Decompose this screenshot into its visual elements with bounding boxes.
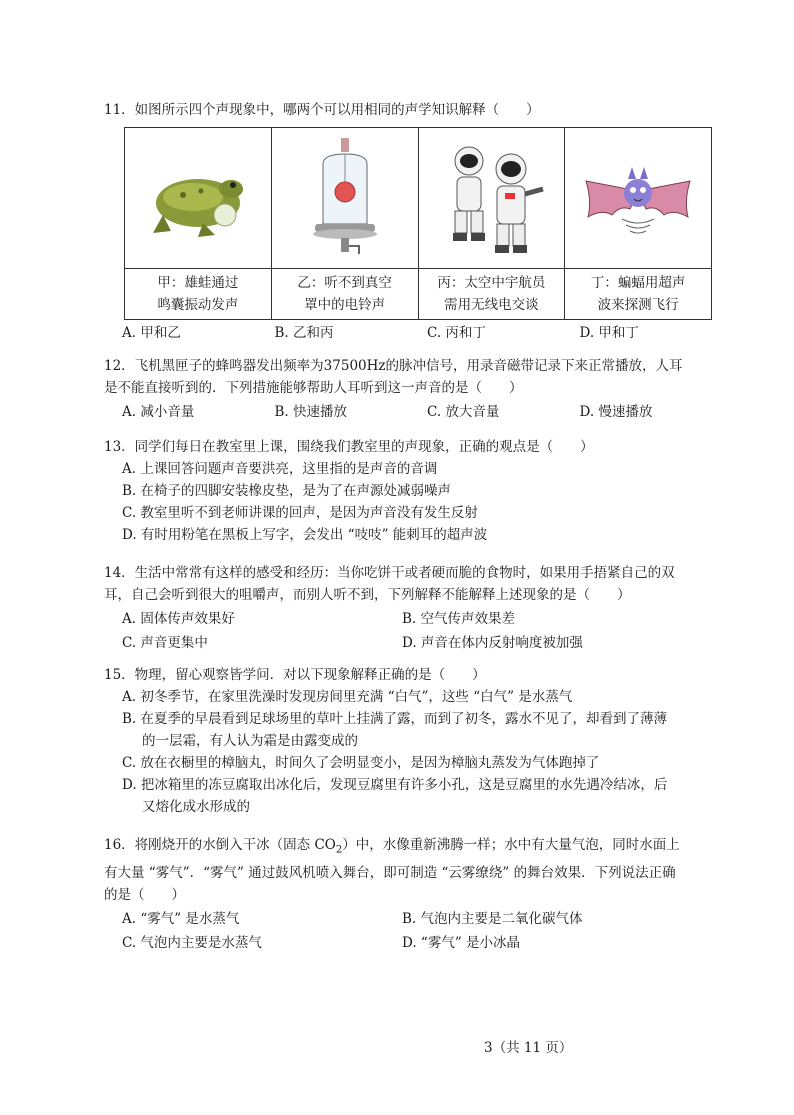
caption-yi: 乙：听不到真空 罩中的电铃声 [271, 269, 418, 320]
option-c[interactable]: C. 丙和丁 [427, 325, 486, 341]
option-d[interactable]: D. “雾气” 是小冰晶 [402, 934, 521, 951]
question-14-stem-line2: 耳，自己会听到很大的咀嚼声，而别人听不到，下列解释不能解释上述现象的是（ ） [104, 587, 631, 603]
option-b[interactable]: B. 空气传声效果差 [402, 611, 516, 627]
option-d-continued: 又熔化成水形成的 [142, 799, 250, 815]
bell-jar-image [305, 134, 385, 262]
option-b[interactable]: B. 乙和丙 [274, 325, 334, 341]
option-a[interactable]: A. 减小音量 [122, 404, 195, 420]
frog-image [143, 153, 253, 243]
option-a[interactable]: A. 初冬季节，在家里洗澡时发现房间里充满 “白气”，这些 “白气” 是水蒸气 [122, 689, 573, 705]
question-12-stem-line1: 12．飞机黑匣子的蜂鸣器发出频率为37500Hz的脉冲信号，用录音磁带记录下来正常播放，人耳 [104, 358, 683, 374]
question-11-stem: 11．如图所示四个声现象中，哪两个可以用相同的声学知识解释（ ） [104, 102, 540, 118]
option-c[interactable]: C. 气泡内主要是水蒸气 [122, 934, 262, 951]
option-a[interactable]: A. 固体传声效果好 [122, 611, 235, 627]
bat-cell [565, 128, 712, 269]
caption-bing: 丙：太空中宇航员 需用无线电交谈 [418, 269, 565, 320]
option-d[interactable]: D. 慢速播放 [579, 404, 653, 420]
caption-ding: 丁：蝙蝠用超声 波来探测飞行 [565, 269, 712, 320]
astronauts-image [431, 139, 551, 257]
bell-jar-cell [271, 128, 418, 269]
frog-cell [125, 128, 272, 269]
question-11-options [104, 322, 714, 344]
question-12-options [104, 401, 714, 423]
question-15-stem: 15．物理，留心观察皆学问．对以下现象解释正确的是（ ） [104, 667, 486, 683]
page-number: 3（共 11 页） [484, 1040, 573, 1056]
option-b[interactable]: B. 在夏季的早晨看到足球场里的草叶上挂满了露，而到了初冬，露水不见了，却看到了薄薄 [122, 711, 668, 727]
astronauts-cell [418, 128, 565, 269]
option-d[interactable]: D. 声音在体内反射响度被加强 [402, 635, 583, 651]
question-13-stem: 13．同学们每日在教室里上课，围绕我们教室里的声现象，正确的观点是（ ） [104, 439, 594, 455]
question-12-stem-line2: 是不能直接听到的．下列措施能够帮助人耳听到这一声音的是（ ） [104, 380, 523, 396]
question-15-options [104, 686, 714, 818]
option-d[interactable]: D. 有时用粉笔在黑板上写字，会发出 “吱吱” 能刺耳的超声波 [122, 527, 488, 543]
question-14-stem-line1: 14．生活中常常有这样的感受和经历：当你吃饼干或者硬而脆的食物时，如果用手捂紧自己的双 [104, 565, 675, 581]
co2-subscript: 2 [335, 844, 343, 856]
option-c[interactable]: C. 放在衣橱里的樟脑丸，时间久了会明显变小，是因为樟脑丸蒸发为气体跑掉了 [122, 755, 600, 771]
question-14 [104, 562, 714, 654]
question-16 [104, 834, 714, 954]
question-13-options [104, 458, 714, 546]
question-11 [104, 99, 714, 344]
option-b[interactable]: B. 气泡内主要是二氧化碳气体 [402, 910, 583, 927]
bat-image [578, 153, 698, 243]
question-15 [104, 664, 714, 818]
option-a[interactable]: A. “雾气” 是水蒸气 [122, 910, 240, 927]
option-b[interactable]: B. 在椅子的四脚安装橡皮垫，是为了在声源处减弱噪声 [122, 483, 452, 499]
figure-table [124, 127, 712, 320]
option-c[interactable]: C. 放大音量 [427, 404, 500, 420]
option-a[interactable]: A. 甲和乙 [122, 325, 181, 341]
option-a[interactable]: A. 上课回答问题声音要洪亮，这里指的是声音的音调 [122, 461, 438, 477]
option-c[interactable]: C. 教室里听不到老师讲课的回声，是因为声音没有发生反射 [122, 505, 478, 521]
question-16-stem-line3: 的是（ ） [104, 886, 185, 903]
option-b[interactable]: B. 快速播放 [274, 404, 348, 420]
option-d[interactable]: D. 甲和丁 [579, 325, 639, 341]
question-16-stem-line1: 16．将刚烧开的水倒入干冰（固态 $CO_2$）中，水像重新沸腾一样；水中有大量气泡，同时水面上 [104, 837, 680, 856]
question-13 [104, 436, 714, 546]
question-14-options [104, 608, 714, 654]
question-16-options [104, 908, 714, 954]
caption-jia: 甲：雄蛙通过 鸣囊振动发声 [125, 269, 272, 320]
question-12 [104, 355, 714, 423]
option-c[interactable]: C. 声音更集中 [122, 635, 208, 651]
option-d[interactable]: D. 把冰箱里的冻豆腐取出冰化后，发现豆腐里有许多小孔，这是豆腐里的水先遇冷结冰，后 [122, 777, 668, 793]
option-b-continued: 的一层霜，有人认为霜是由露变成的 [142, 733, 358, 749]
question-16-stem-line2: 有大量 “雾气”．“雾气” 通过鼓风机喷入舞台，即可制造 “云雾缭绕” 的舞台效果．下列说法正确 [104, 864, 676, 881]
